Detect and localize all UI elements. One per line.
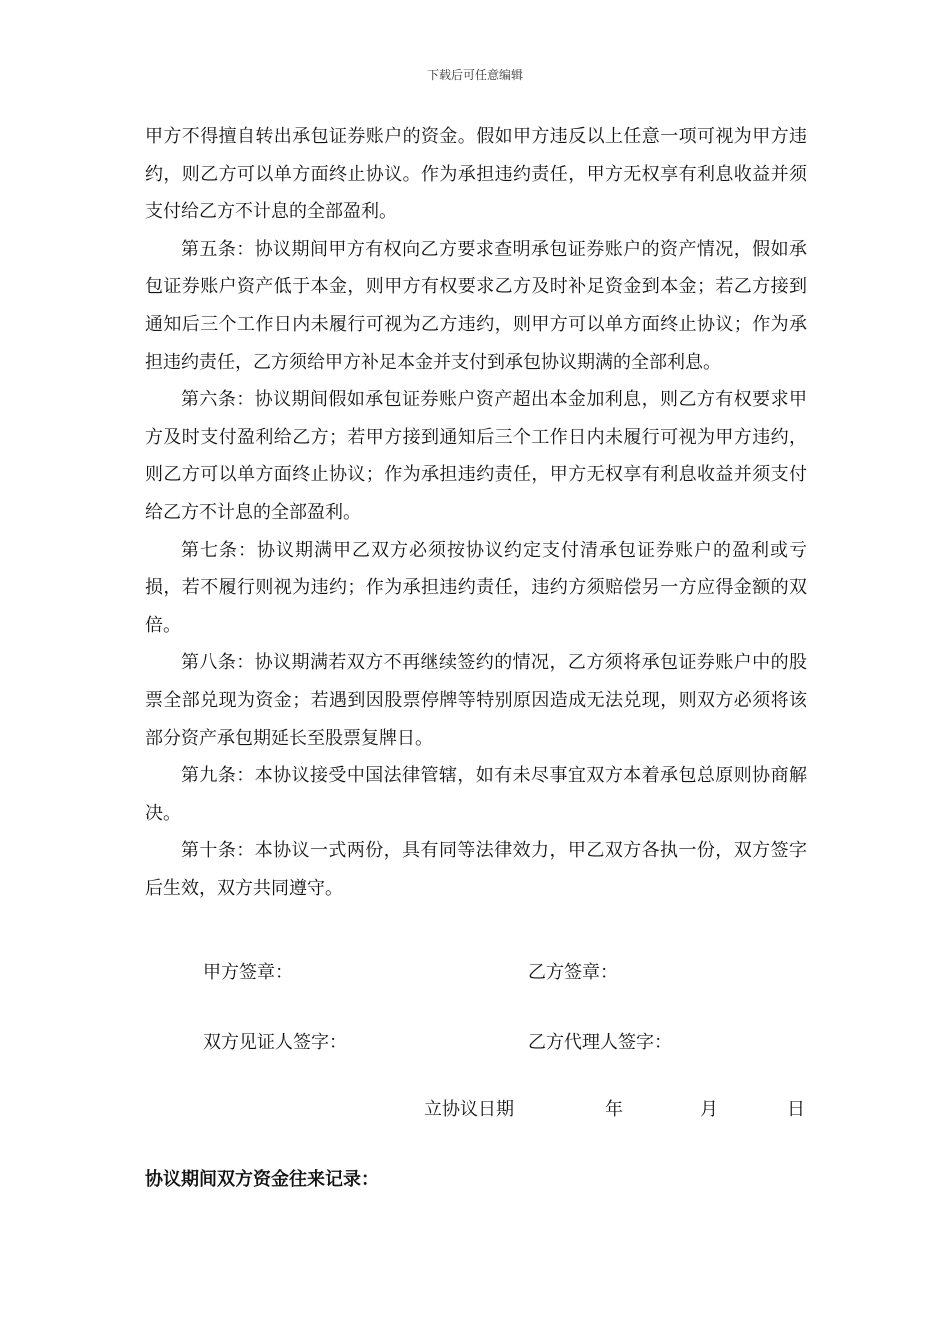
agreement-date-row [424,1098,807,1122]
party-a-signature-label: 甲方签章： [203,962,293,983]
agreement-body [145,118,807,907]
party-b-agent-signature-label: 乙方代理人签字： [528,1032,672,1053]
clause-7: 第七条：协议期满甲乙双方必须按协议约定支付清承包证券账户的盈利或亏损，若不履行则视为违约；作为承担违约责任，违约方须赔偿另一方应得金额的双倍。 [145,539,807,636]
page-header-note: 下载后可任意编辑 [426,68,523,82]
clause-6: 第六条：协议期间假如承包证券账户资产超出本金加利息，则乙方有权要求甲方及时支付盈利给乙方；若甲方接到通知后三个工作日内未履行可视为甲方违约，则乙方可以单方面终止协议；作为承担违约责任，甲方无权享有利息收益并须支付给乙方不计息的全部盈利。 [145,389,807,523]
date-label: 立协议日期 [424,1099,514,1120]
date-day-label: 日 [787,1099,805,1120]
party-b-signature-label: 乙方签章： [528,962,618,983]
fund-records-title: 协议期间双方资金往来记录： [145,1169,379,1190]
clause-8: 第八条：协议期满若双方不再继续签约的情况，乙方须将承包证券账户中的股票全部兑现为资金；若遇到因股票停牌等特别原因造成无法兑现，则双方必须将该部分资产承包期延长至股票复牌日。 [145,652,807,749]
clause-10: 第十条：本协议一式两份，具有同等法律效力，甲乙双方各执一份，双方签字后生效，双方共同遵守。 [145,840,807,899]
witness-signature-label: 双方见证人签字： [203,1032,347,1053]
paragraph-continuation: 甲方不得擅自转出承包证券账户的资金。假如甲方违反以上任意一项可视为甲方违约，则乙方可以单方面终止协议。作为承担违约责任，甲方无权享有利息收益并须支付给乙方不计息的全部盈利。 [145,126,807,223]
clause-5: 第五条：协议期间甲方有权向乙方要求查明承包证券账户的资产情况，假如承包证券账户资产低于本金，则甲方有权要求乙方及时补足资金到本金；若乙方接到通知后三个工作日内未履行可视为乙方违约，则甲方可以单方面终止协议；作为承担违约责任，乙方须给甲方补足本金并支付到承包协议期满的全部利息。 [145,238,807,373]
date-month-label: 月 [700,1099,718,1120]
clause-9: 第九条：本协议接受中国法律管辖，如有未尽事宜双方本着承包总原则协商解决。 [145,765,807,824]
date-year-label: 年 [605,1099,623,1120]
